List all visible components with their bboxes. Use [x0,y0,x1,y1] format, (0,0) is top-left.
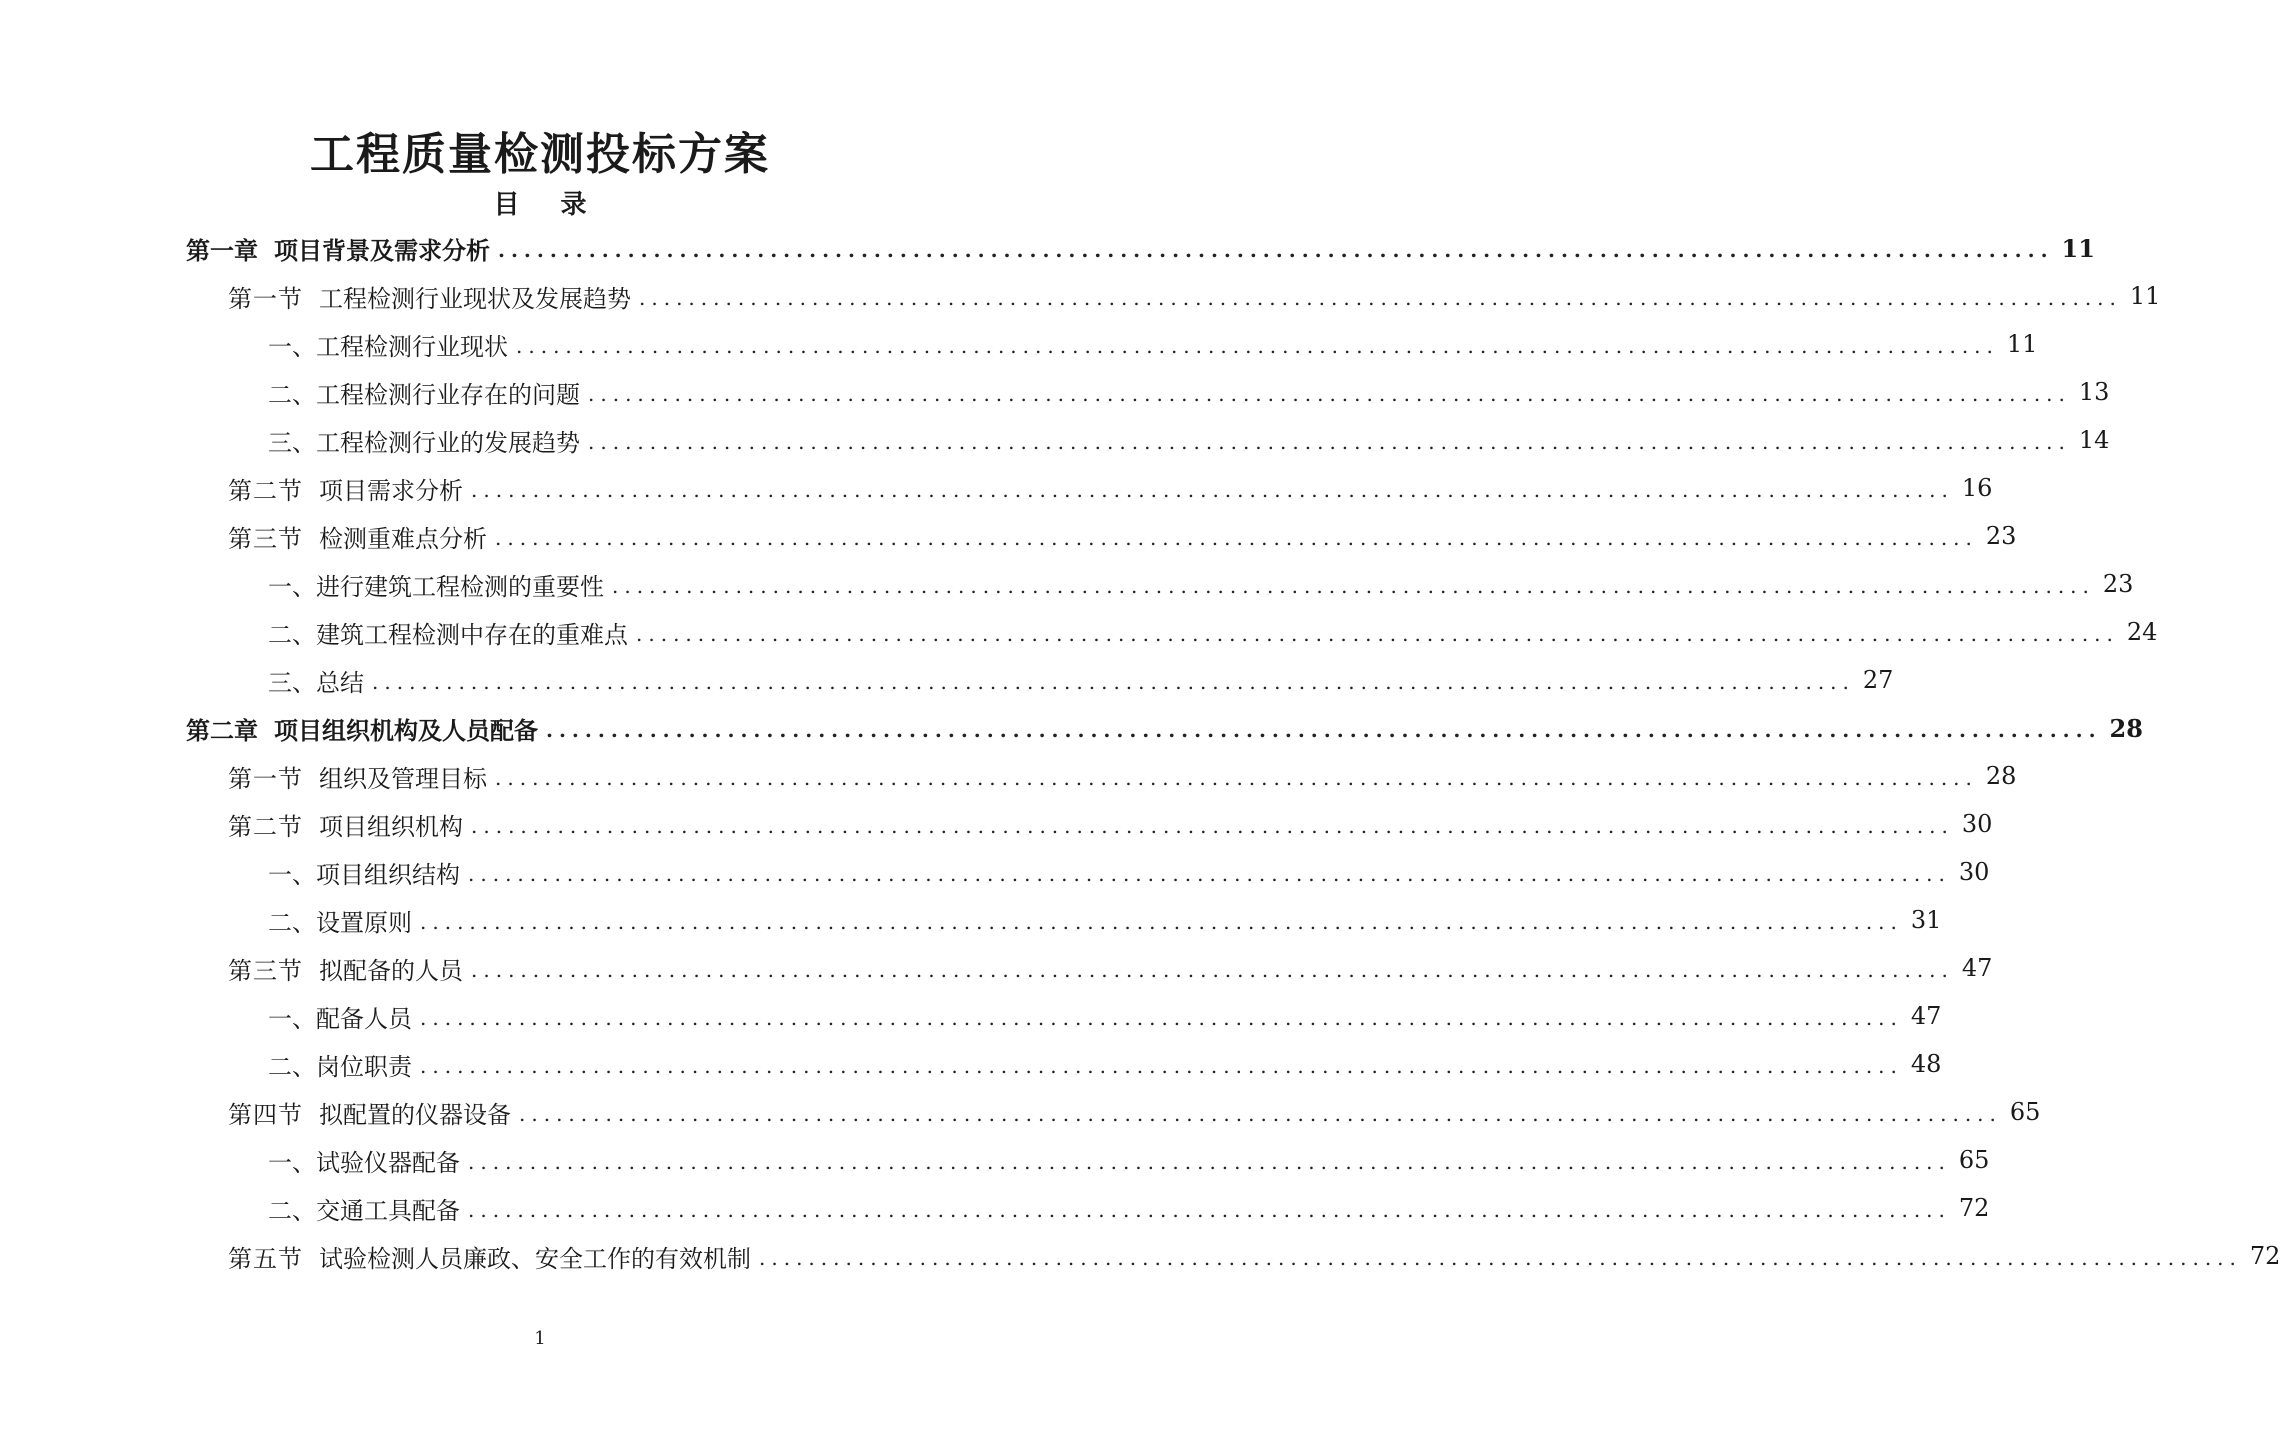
dot-leader: ........................................................................................................................ [468,862,1951,886]
toc-entry-text: 建筑工程检测中存在的重难点 [316,620,628,649]
toc-entry[interactable] [228,272,2161,320]
toc-entry-label [268,327,508,362]
toc-entry-label [268,423,580,458]
toc-entry-label [268,1191,460,1226]
toc-entry-prefix: 二、 [268,1196,316,1225]
dot-leader: ........................................................................................................................ [468,1150,1951,1174]
toc-entry-label [228,807,463,842]
toc-entry-text: 拟配置的仪器设备 [319,1100,511,1129]
toc-entry-prefix: 一、 [268,1148,316,1177]
toc-entry[interactable] [228,512,2017,560]
toc-entry-prefix: 二、 [268,620,316,649]
dot-leader: ........................................................................................................................ [495,766,1978,790]
dot-leader: ........................................................................................................................ [468,1198,1951,1222]
toc-entry-label [268,663,364,698]
dot-leader: ........................................................................................................................ [420,910,1903,934]
toc-entry-page: 11 [2129,282,2161,310]
toc-entry-prefix: 第四节 [228,1100,303,1129]
toc-entry-text: 项目背景及需求分析 [274,235,490,265]
toc-entry[interactable] [268,992,1942,1040]
dot-leader: ........................................................................................................................ [612,574,2095,598]
toc-entry-label [228,1095,511,1130]
toc-entry-prefix: 第二章 [186,715,258,745]
toc-entry-page: 23 [2102,570,2134,598]
toc-entry-text: 检测重难点分析 [319,524,487,553]
toc-entry-page: 72 [1958,1194,1990,1222]
toc-entry-page: 11 [2061,233,2095,263]
toc-entry-prefix: 一、 [268,860,316,889]
toc-entry[interactable] [268,320,2038,368]
dot-leader: ........................................................................................................................ [495,526,1978,550]
toc-entry-text: 总结 [316,668,364,697]
toc-entry-text: 试验检测人员廉政、安全工作的有效机制 [319,1244,751,1273]
toc-entry-label [228,471,463,506]
dot-leader: ........................................................................................................................ [420,1006,1903,1030]
toc-entry[interactable] [268,896,1942,944]
toc-entry-page: 24 [2126,618,2158,646]
toc-entry-label [186,711,538,746]
toc-entry-label [268,1143,460,1178]
toc-entry-page: 72 [2249,1242,2280,1270]
toc-entry[interactable] [268,368,2110,416]
toc-entry-label [268,855,460,890]
dot-leader: ........................................................................................................................ [471,478,1954,502]
toc-entry-page: 47 [1910,1002,1942,1030]
toc-entry-label [268,375,580,410]
toc-entry-prefix: 三、 [268,668,316,697]
toc-entry[interactable] [268,560,2134,608]
toc-entry-prefix: 一、 [268,572,316,601]
toc-entry-page: 16 [1961,474,1993,502]
dot-leader: ........................................................................................................................ [420,1054,1903,1078]
dot-leader: ........................................................................................................................ [588,382,2071,406]
toc-entry-page: 48 [1910,1050,1942,1078]
toc-entry-prefix: 第二节 [228,812,303,841]
toc-entry-page: 30 [1961,810,1993,838]
toc-entry-text: 项目组织机构 [319,812,463,841]
toc-entry-text: 组织及管理目标 [319,764,487,793]
toc-entry-page: 65 [2009,1098,2041,1126]
toc-entry-label [186,231,490,266]
toc-heading: 目 录 [493,190,603,220]
toc-entry-text: 项目需求分析 [319,476,463,505]
dot-leader: ........................................................................................................................ [471,814,1954,838]
dot-leader: ........................................................................................................................ [516,334,1999,358]
toc-entry-label [228,519,487,554]
toc-entry[interactable] [228,1088,2041,1136]
toc-entry[interactable] [268,1184,1990,1232]
toc-entry-label [228,279,631,314]
toc-entry-text: 岗位职责 [316,1052,412,1081]
dot-leader: ........................................................................................................................ [471,958,1954,982]
toc-entry-label [268,1047,412,1082]
toc-entry-prefix: 二、 [268,380,316,409]
toc-entry[interactable] [268,656,1894,704]
toc-entry-prefix: 第五节 [228,1244,303,1273]
toc-entry-page: 11 [2006,330,2038,358]
toc-entry-page: 28 [1985,762,2017,790]
toc-entry-page: 14 [2078,426,2110,454]
toc-entry-text: 项目组织结构 [316,860,460,889]
toc-entry-page: 31 [1910,906,1942,934]
toc-entry[interactable] [228,800,1993,848]
toc-entry-page: 13 [2078,378,2110,406]
toc-entry-label [268,567,604,602]
toc-entry-prefix: 第一节 [228,764,303,793]
toc-entry[interactable] [268,1136,1990,1184]
toc-entry-text: 工程检测行业的发展趋势 [316,428,580,457]
dot-leader: ........................................................................................................................ [546,718,2102,742]
toc-entry-text: 项目组织机构及人员配备 [274,715,538,745]
toc-entry-text: 进行建筑工程检测的重要性 [316,572,604,601]
toc-entry-label [228,1239,751,1274]
toc-entry-page: 23 [1985,522,2017,550]
document-title: 工程质量检测投标方案 [310,129,770,180]
toc-entry-page: 27 [1862,666,1894,694]
toc-entry-text: 工程检测行业现状及发展趋势 [319,284,631,313]
toc-entry[interactable] [268,608,2158,656]
toc-entry[interactable] [186,704,2143,752]
toc-entry-text: 设置原则 [316,908,412,937]
toc-entry-prefix: 第二节 [228,476,303,505]
toc-entry-label [268,615,628,650]
toc-entry-page: 47 [1961,954,1993,982]
toc-entry-text: 试验仪器配备 [316,1148,460,1177]
toc-entry-prefix: 二、 [268,908,316,937]
dot-leader: ........................................................................................................................ [639,286,2122,310]
toc-entry[interactable] [228,1232,2280,1280]
toc-entry-label [268,999,412,1034]
toc-entry-text: 工程检测行业存在的问题 [316,380,580,409]
page-number: 1 [534,1328,546,1349]
toc-entry-prefix: 三、 [268,428,316,457]
dot-leader: ........................................................................................................................ [636,622,2119,646]
dot-leader: ........................................................................................................................ [588,430,2071,454]
toc-entry[interactable] [228,464,1993,512]
toc-entry[interactable] [228,752,2017,800]
toc-entry-text: 交通工具配备 [316,1196,460,1225]
toc-entry-prefix: 第一章 [186,235,258,265]
toc-entry-prefix: 第一节 [228,284,303,313]
toc-entry-page: 65 [1958,1146,1990,1174]
toc-entry[interactable] [268,416,2110,464]
toc-entry-prefix: 一、 [268,1004,316,1033]
toc-entry[interactable] [228,944,1993,992]
toc-entry-label [228,951,463,986]
toc-entry-prefix: 一、 [268,332,316,361]
toc-entry[interactable] [186,224,2095,272]
toc-entry-page: 30 [1958,858,1990,886]
toc-entry[interactable] [268,848,1990,896]
toc-entry-prefix: 第三节 [228,524,303,553]
toc-entry-text: 工程检测行业现状 [316,332,508,361]
toc-entry-prefix: 二、 [268,1052,316,1081]
toc-entry[interactable] [268,1040,1942,1088]
dot-leader: ........................................................................................................................ [372,670,1855,694]
toc-entry-prefix: 第三节 [228,956,303,985]
toc-entry-text: 配备人员 [316,1004,412,1033]
toc-entry-page: 28 [2109,713,2143,743]
dot-leader: ........................................................................................................................ [498,238,2054,262]
toc-entry-text: 拟配备的人员 [319,956,463,985]
dot-leader: ........................................................................................................................ [759,1246,2242,1270]
dot-leader: ........................................................................................................................ [519,1102,2002,1126]
toc-entry-label [228,759,487,794]
toc-entry-label [268,903,412,938]
